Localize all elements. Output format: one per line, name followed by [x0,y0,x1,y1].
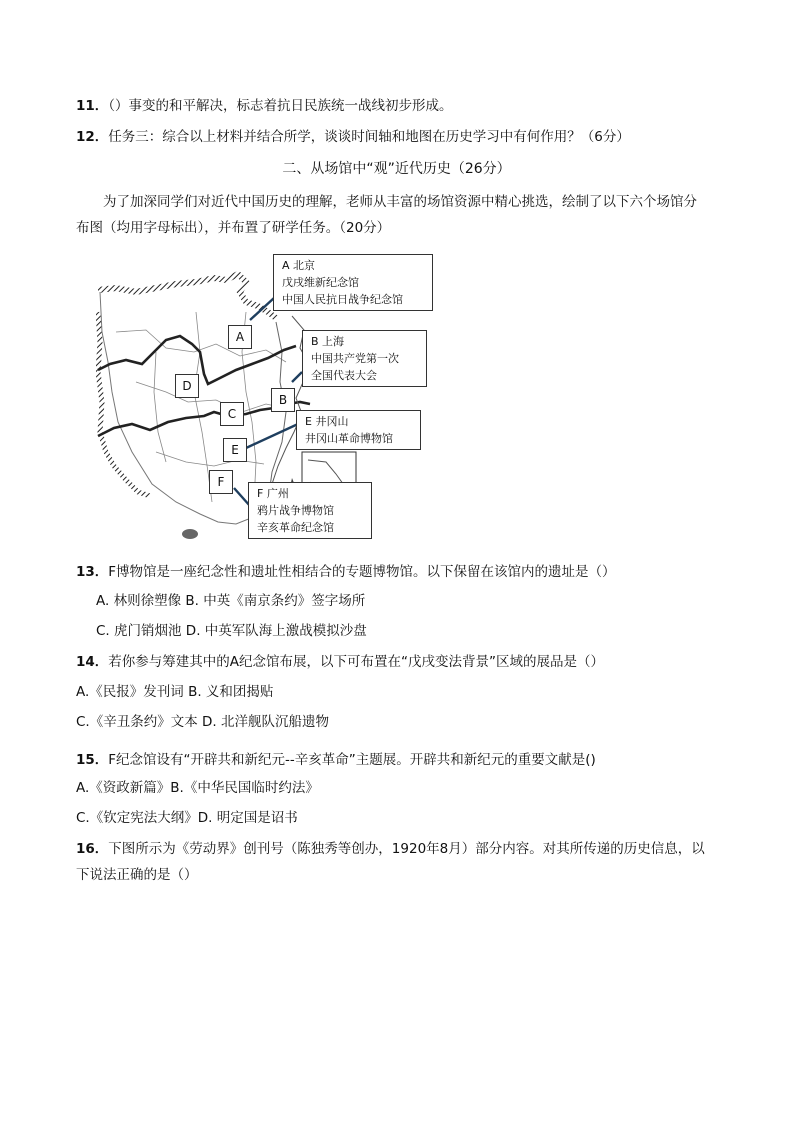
question-number: 12． [76,129,109,145]
question-text: 若你参与筹建其中的A纪念馆布展，以下可布置在“戊戌变法背景”区域的展品是（） [108,654,605,670]
question-text: F博物馆是一座纪念性和遗址性相结合的专题博物馆。以下保留在该馆内的遗址是（） [108,564,616,580]
label-e-line-2: 井冈山革命博物馆 [305,432,393,445]
question-15 [76,750,596,770]
question-text: 下图所示为《劳动界》创刊号（陈独秀等创办，1920年8月）部分内容。对其所传递的历史信息，以 [108,841,705,857]
label-f-line-1: F 广州 [257,487,289,500]
question-12 [76,127,630,147]
label-box-e [296,410,421,450]
map-marker-c: C [220,402,244,426]
question-text: 任务三：综合以上材料并结合所学，谈谈时间轴和地图在历史学习中有何作用？（6分） [108,129,630,145]
question-number: 15． [76,752,109,768]
label-f-line-2: 鸦片战争博物馆 [257,504,334,517]
label-a-line-1: A 北京 [282,259,316,272]
map-marker-d: D [175,374,199,398]
map-marker-f: F [209,470,233,494]
question-number: 11． [76,98,109,114]
intro-line-2: 布图（均用字母标出），并布置了研学任务。（20分） [76,220,391,236]
map-marker-e: E [223,438,247,462]
intro-line-1: 为了加深同学们对近代中国历史的理解，老师从丰富的场馆资源中精心挑选，绘制了以下六个场馆分 [103,194,697,210]
q13-options-line-2: C. 虎门销烟池 D. 中英军队海上激战模拟沙盘 [96,623,367,639]
map-marker-b: B [271,388,295,412]
question-16 [76,839,705,859]
q15-options-line-1: A.《资政新篇》B.《中华民国临时约法》 [76,780,319,796]
museum-map [96,252,436,544]
label-a-line-2: 戊戌维新纪念馆 [282,276,359,289]
label-b-line-3: 全国代表大会 [311,369,377,382]
question-number: 16． [76,841,109,857]
label-b-line-2: 中国共产党第一次 [311,352,399,365]
question-13 [76,562,616,582]
q15-options-line-2: C.《钦定宪法大纲》D. 明定国是诏书 [76,810,298,826]
label-box-b [302,330,427,387]
section-title: 二、从场馆中“观”近代历史（26分） [282,161,511,177]
question-text: （）事变的和平解决，标志着抗日民族统一战线初步形成。 [108,98,453,114]
map-marker-a: A [228,325,252,349]
label-f-line-3: 辛亥革命纪念馆 [257,521,334,534]
label-b-line-1: B 上海 [311,335,345,348]
question-number: 13． [76,564,109,580]
question-text: F纪念馆设有“开辟共和新纪元--辛亥革命”主题展。开辟共和新纪元的重要文献是() [108,752,596,768]
question-11 [76,96,453,116]
label-box-f [248,482,372,539]
q16-line-2: 下说法正确的是（） [76,867,198,883]
question-number: 14． [76,654,109,670]
q14-options-line-1: A.《民报》发刊词 B. 义和团揭贴 [76,684,274,700]
label-box-a [273,254,433,311]
label-a-line-3: 中国人民抗日战争纪念馆 [282,293,403,306]
label-e-line-1: E 井冈山 [305,415,349,428]
question-14 [76,652,604,672]
q14-options-line-2: C.《辛丑条约》文本 D. 北洋舰队沉船遗物 [76,714,329,730]
q13-options-line-1: A. 林则徐塑像 B. 中英《南京条约》签字场所 [96,593,366,609]
